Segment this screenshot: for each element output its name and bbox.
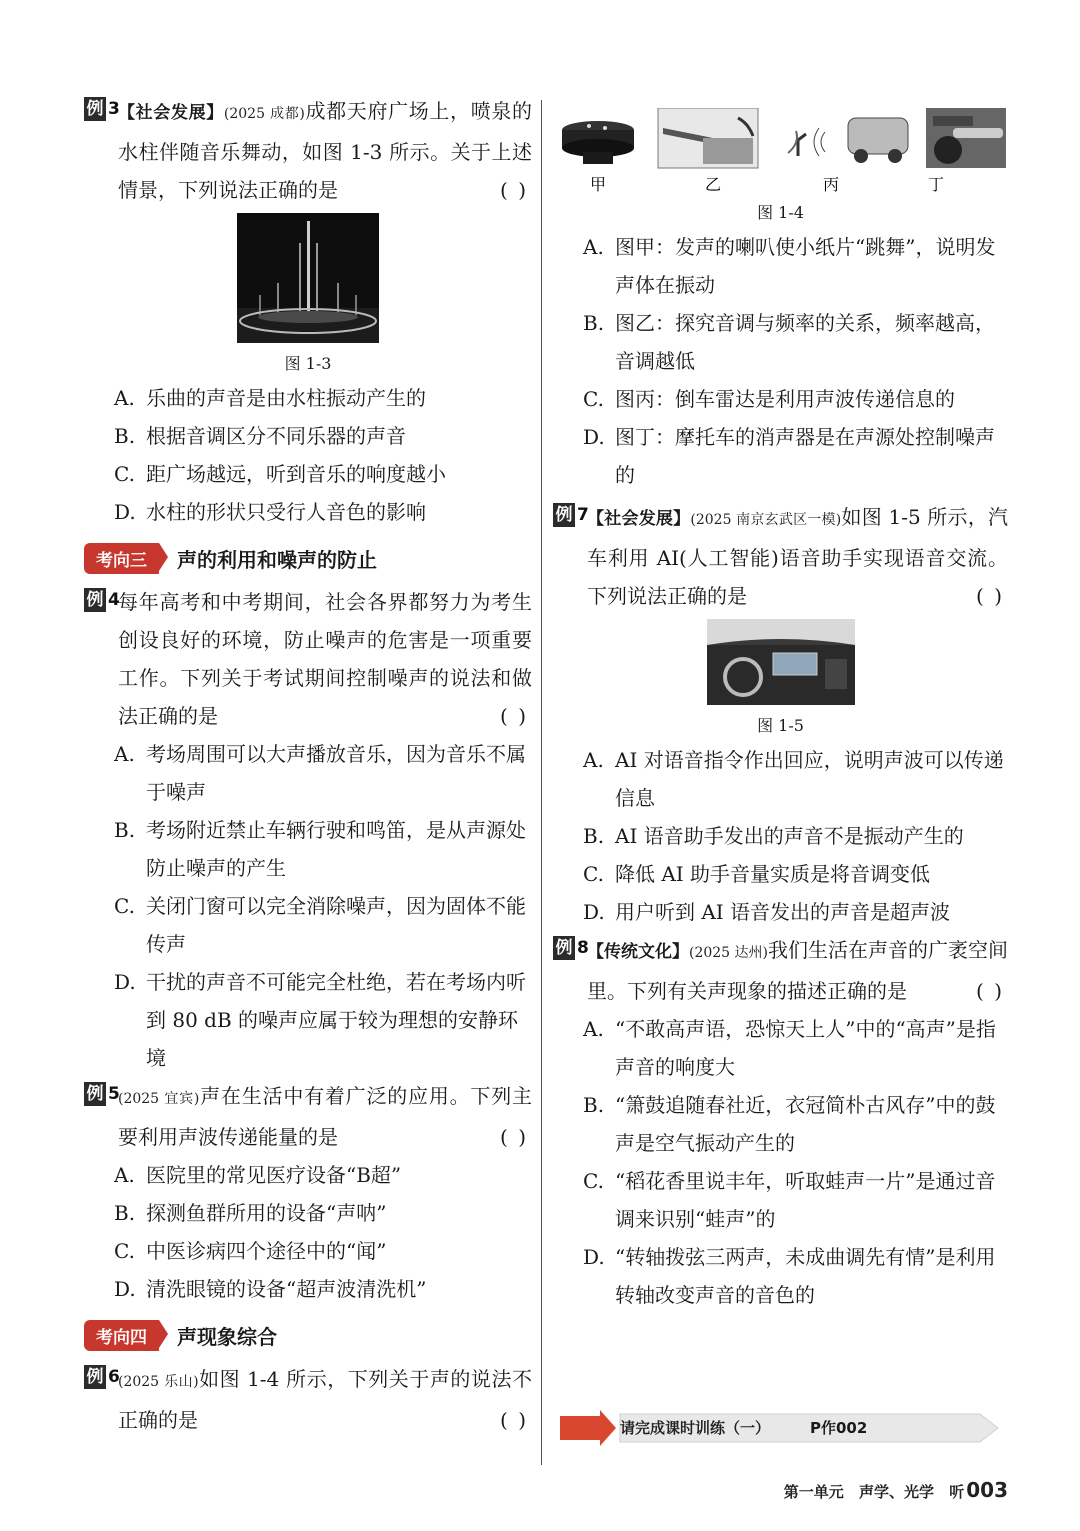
option-text: 考场附近禁止车辆行驶和鸣笛，是从声源处防止噪声的产生 bbox=[146, 818, 526, 880]
option-letter: D. bbox=[114, 970, 136, 994]
option-d bbox=[84, 493, 532, 531]
option-d bbox=[553, 418, 1008, 494]
fountain-image bbox=[237, 213, 379, 343]
footer-section: 听 bbox=[949, 1483, 965, 1501]
option-a bbox=[84, 735, 532, 811]
option-text: AI 语音助手发出的声音不是振动产生的 bbox=[615, 824, 964, 848]
question-stem: 我们生活在声音的广袤空间里。下列有关声现象的描述正确的是 bbox=[587, 938, 1009, 1003]
option-letter: B. bbox=[583, 1093, 605, 1117]
question-number: 4 bbox=[108, 590, 120, 610]
option-c bbox=[553, 380, 1008, 418]
option-b bbox=[553, 817, 1008, 855]
option-a bbox=[553, 228, 1008, 304]
option-letter: B. bbox=[114, 818, 136, 842]
option-letter: A. bbox=[114, 1163, 135, 1187]
label-icon: 例 bbox=[84, 1082, 106, 1106]
option-text: “稻花香里说丰年，听取蛙声一片”是通过音调来识别“蛙声”的 bbox=[615, 1169, 996, 1231]
option-b bbox=[84, 417, 532, 455]
question-number: 3 bbox=[108, 99, 120, 119]
option-letter: A. bbox=[583, 235, 604, 259]
option-text: 中医诊病四个途径中的“闻” bbox=[146, 1239, 387, 1263]
speaker-image bbox=[562, 121, 634, 164]
answer-blank: ( ) bbox=[976, 979, 1004, 1003]
option-letter: D. bbox=[583, 1245, 605, 1269]
car-radar-image bbox=[788, 113, 908, 163]
option-b bbox=[553, 304, 1008, 380]
option-letter: D. bbox=[114, 1277, 136, 1301]
option-text: 关闭门窗可以完全消除噪声，因为固体不能传声 bbox=[146, 894, 526, 956]
option-letter: C. bbox=[583, 1169, 604, 1193]
label-icon: 例 bbox=[553, 503, 575, 527]
question-tag: 【社会发展】 bbox=[118, 103, 224, 123]
question-label bbox=[553, 936, 589, 960]
page-number: 003 bbox=[966, 1478, 1008, 1502]
banner-text: 请完成课时训练（一） bbox=[620, 1419, 771, 1437]
answer-blank: ( ) bbox=[500, 1125, 528, 1149]
option-text: 图乙：探究音调与频率的关系，频率越高，音调越低 bbox=[615, 311, 995, 373]
question-source: (2025 乐山) bbox=[118, 1374, 199, 1390]
option-d bbox=[553, 893, 1008, 931]
question-number: 8 bbox=[577, 938, 589, 958]
option-letter: D. bbox=[583, 425, 605, 449]
option-c bbox=[84, 1232, 532, 1270]
figure-label-yi: 乙 bbox=[704, 175, 722, 194]
option-text: 图甲：发声的喇叭使小纸片“跳舞”，说明发声体在振动 bbox=[615, 235, 996, 297]
question-tag: 【传统文化】 bbox=[587, 942, 689, 962]
option-c bbox=[553, 855, 1008, 893]
option-b bbox=[553, 1086, 1008, 1162]
option-text: 清洗眼镜的设备“超声波清洗机” bbox=[146, 1277, 427, 1301]
option-text: 水柱的形状只受行人音色的影响 bbox=[146, 500, 426, 524]
question-stem: 成都天府广场上，喷泉的水柱伴随音乐舞动，如图 1-3 所示。关于上述情景，下列说法正确的是 bbox=[118, 99, 533, 202]
option-text: 降低 AI 助手音量实质是将音调变低 bbox=[615, 862, 931, 886]
option-text: 用户听到 AI 语音发出的声音是超声波 bbox=[615, 900, 951, 924]
option-d bbox=[553, 1238, 1008, 1314]
option-letter: B. bbox=[114, 1201, 136, 1225]
section-header-3 bbox=[84, 541, 532, 575]
right-column bbox=[553, 108, 1008, 1314]
left-column bbox=[84, 92, 532, 1439]
option-letter: A. bbox=[114, 386, 135, 410]
label-icon: 例 bbox=[84, 97, 106, 121]
figure-label-ding: 丁 bbox=[927, 175, 945, 194]
figure-caption: 图 1-5 bbox=[757, 716, 804, 735]
figure-caption: 图 1-4 bbox=[757, 203, 804, 222]
answer-blank: ( ) bbox=[500, 178, 528, 202]
section-badge: 考向四 bbox=[84, 1320, 159, 1351]
option-letter: C. bbox=[114, 462, 135, 486]
option-a bbox=[84, 1156, 532, 1194]
section-badge: 考向三 bbox=[84, 543, 159, 574]
option-b bbox=[84, 811, 532, 887]
question-source: (2025 宜宾) bbox=[118, 1091, 200, 1107]
option-text: 乐曲的声音是由水柱振动产生的 bbox=[146, 386, 426, 410]
option-text: AI 对语音指令作出回应，说明声波可以传递信息 bbox=[615, 748, 1004, 810]
column-divider bbox=[541, 100, 542, 1465]
label-icon: 例 bbox=[553, 936, 575, 960]
question-label bbox=[84, 1082, 120, 1106]
homework-banner[interactable] bbox=[560, 1410, 1000, 1446]
option-c bbox=[84, 887, 532, 963]
option-letter: B. bbox=[583, 824, 605, 848]
question-stem: 声在生活中有着广泛的应用。下列主要利用声波传递能量的是 bbox=[118, 1084, 532, 1149]
motorcycle-image bbox=[926, 108, 1006, 168]
question-4 bbox=[84, 583, 532, 735]
question-label bbox=[553, 503, 589, 527]
question-6 bbox=[84, 1360, 532, 1439]
figure-caption: 图 1-3 bbox=[284, 354, 332, 373]
option-text: “转轴拨弦三两声，未成曲调先有情”是利用转轴改变声音的音色的 bbox=[615, 1245, 996, 1307]
question-source: (2025 成都) bbox=[223, 106, 305, 122]
question-stem: 如图 1-5 所示，汽车利用 AI(人工智能)语音助手实现语音交流。下列说法正确的是 bbox=[587, 505, 1008, 608]
option-text: 干扰的声音不可能完全杜绝，若在考场内听到 80 dB 的噪声应属于较为理想的安静环境 bbox=[146, 970, 526, 1070]
answer-blank: ( ) bbox=[500, 704, 528, 728]
footer-subject: 声学、光学 bbox=[858, 1483, 934, 1501]
option-a bbox=[553, 741, 1008, 817]
question-source: (2025 达州) bbox=[689, 945, 769, 961]
question-5 bbox=[84, 1077, 532, 1156]
option-text: 根据音调区分不同乐器的声音 bbox=[146, 424, 406, 448]
option-letter: C. bbox=[114, 1239, 135, 1263]
banner-code: P作002 bbox=[810, 1419, 868, 1437]
question-8 bbox=[553, 931, 1008, 1010]
option-c bbox=[84, 455, 532, 493]
question-label bbox=[84, 588, 120, 612]
option-letter: C. bbox=[583, 862, 604, 886]
option-text: 探测鱼群所用的设备“声呐” bbox=[146, 1201, 387, 1225]
answer-blank: ( ) bbox=[976, 584, 1004, 608]
figure-label-jia: 甲 bbox=[589, 175, 607, 194]
option-letter: C. bbox=[583, 387, 604, 411]
option-b bbox=[84, 1194, 532, 1232]
option-d bbox=[84, 1270, 532, 1308]
option-text: 考场周围可以大声播放音乐，因为音乐不属于噪声 bbox=[146, 742, 526, 804]
option-a bbox=[553, 1010, 1008, 1086]
option-text: 图丁：摩托车的消声器是在声源处控制噪声的 bbox=[615, 425, 995, 487]
question-source: (2025 南京玄武区一模) bbox=[690, 512, 842, 528]
question-label bbox=[84, 97, 120, 121]
option-letter: D. bbox=[583, 900, 605, 924]
option-letter: A. bbox=[583, 1017, 604, 1041]
option-letter: B. bbox=[114, 424, 136, 448]
option-text: “不敢高声语，恐惊天上人”中的“高声”是指声音的响度大 bbox=[615, 1017, 996, 1079]
question-7 bbox=[553, 498, 1008, 615]
figure-1-4-images bbox=[553, 108, 1008, 194]
footer-unit: 第一单元 bbox=[783, 1483, 844, 1501]
option-text: 医院里的常见医疗设备“B超” bbox=[146, 1163, 402, 1187]
figure-1-3 bbox=[84, 213, 532, 347]
option-letter: A. bbox=[114, 742, 135, 766]
question-stem: 如图 1-4 所示，下列关于声的说法不正确的是 bbox=[118, 1367, 532, 1432]
option-letter: A. bbox=[583, 748, 604, 772]
figure-1-4 bbox=[553, 108, 1008, 198]
option-letter: D. bbox=[114, 500, 136, 524]
label-icon: 例 bbox=[84, 1365, 106, 1389]
option-d bbox=[84, 963, 532, 1077]
option-text: “箫鼓追随春社近，衣冠简朴古风存”中的鼓声是空气振动产生的 bbox=[615, 1093, 996, 1155]
question-3 bbox=[84, 92, 532, 209]
ruler-table-image bbox=[658, 108, 758, 168]
answer-blank: ( ) bbox=[500, 1408, 528, 1432]
figure-label-bing: 丙 bbox=[822, 175, 840, 194]
option-c bbox=[553, 1162, 1008, 1238]
question-label bbox=[84, 1365, 120, 1389]
figure-1-5 bbox=[553, 619, 1008, 709]
page-footer bbox=[774, 1478, 1008, 1502]
question-number: 5 bbox=[108, 1084, 120, 1104]
option-a bbox=[84, 379, 532, 417]
option-letter: B. bbox=[583, 311, 605, 335]
section-title: 声的利用和噪声的防止 bbox=[177, 547, 377, 572]
question-stem: 每年高考和中考期间，社会各界都努力为考生创设良好的环境，防止噪声的危害是一项重要工作。下列关于考试期间控制噪声的说法和做法正确的是 bbox=[118, 590, 532, 728]
label-icon: 例 bbox=[84, 588, 106, 612]
question-tag: 【社会发展】 bbox=[587, 509, 691, 529]
question-number: 7 bbox=[577, 505, 589, 525]
option-text: 图丙：倒车雷达是利用声波传递信息的 bbox=[615, 387, 955, 411]
section-title: 声现象综合 bbox=[177, 1324, 277, 1349]
option-text: 距广场越远，听到音乐的响度越小 bbox=[146, 462, 446, 486]
car-dashboard-image bbox=[707, 619, 855, 705]
option-letter: C. bbox=[114, 894, 135, 918]
question-number: 6 bbox=[108, 1367, 120, 1387]
section-header-4 bbox=[84, 1318, 532, 1352]
